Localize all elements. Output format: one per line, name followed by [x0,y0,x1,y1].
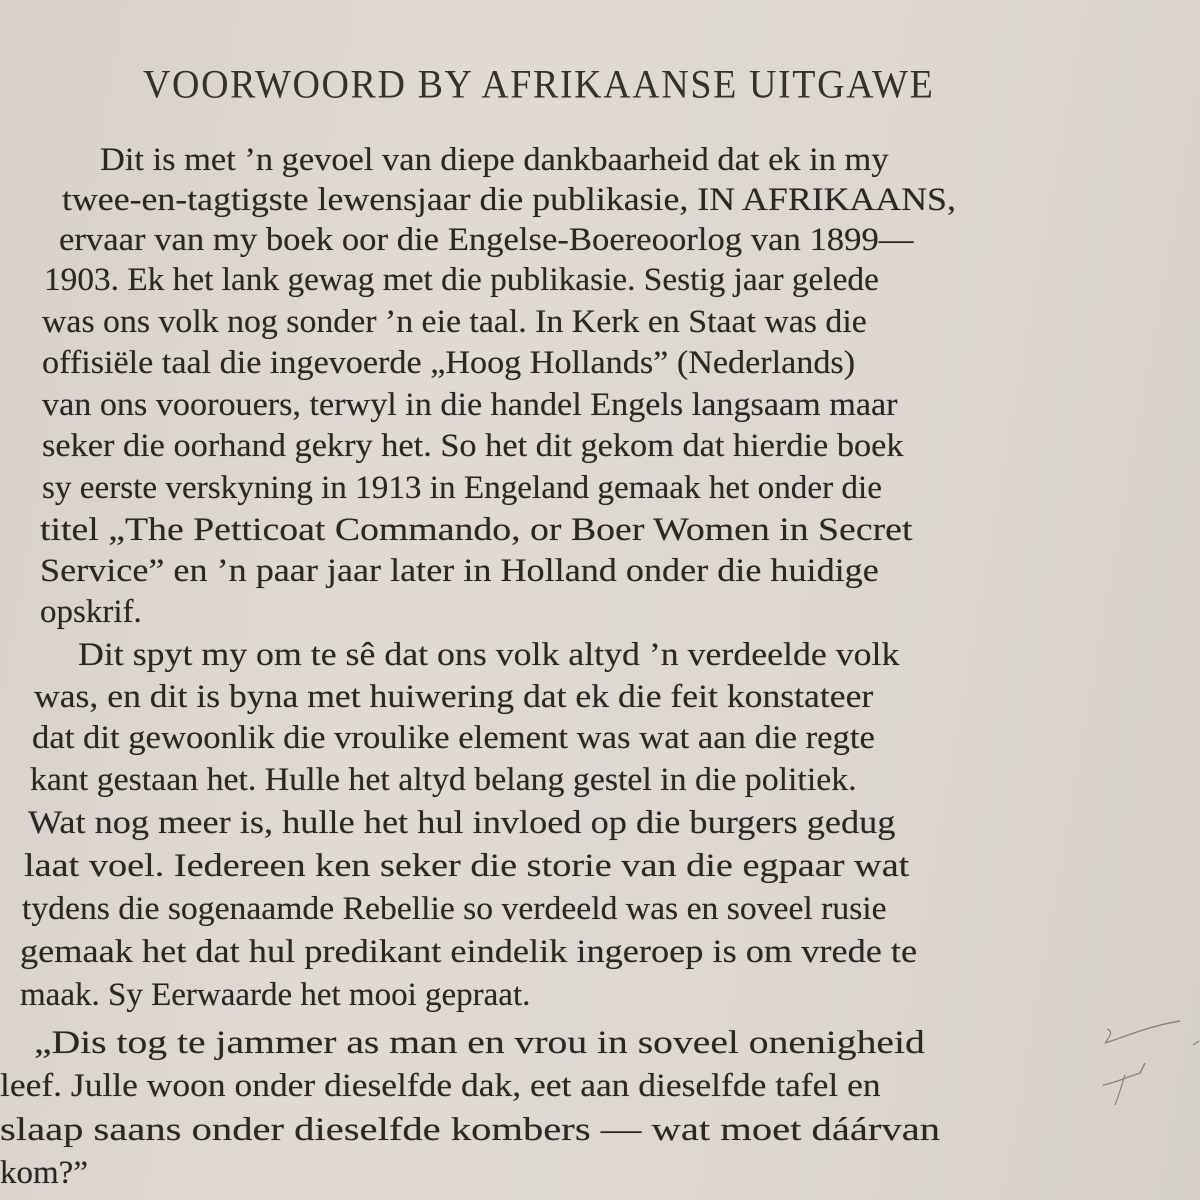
text-line: twee-en-tagtigste lewensjaar die publikasie, IN AFRIKAANS, [62,182,956,218]
text-line: gemaak het dat hul predikant eindelik ingeroep is om vrede te [20,934,918,970]
text-line: titel „The Petticoat Commando, or Boer Women in Secret [40,512,913,548]
text-line: Dit spyt my om te sê dat ons volk altyd ’n verdeelde volk [78,637,900,673]
pencil-mark [1085,1015,1200,1110]
text-line: sy eerste verskyning in 1913 in Engeland gemaak het onder die [42,470,882,506]
text-line: slaap saans onder dieselfde kombers — wat moet dáárvan [0,1112,941,1148]
text-line: Wat nog meer is, hulle het hul invloed op die burgers gedug [28,805,896,841]
text-line: van ons voorouers, terwyl in die handel Engels langsaam maar [42,387,898,423]
text-line: seker die oorhand gekry het. So het dit gekom dat hierdie boek [42,428,904,464]
text-line: Service” en ’n paar jaar later in Holland onder die huidige [40,553,879,589]
text-line: kom?” [0,1155,88,1191]
text-line: 1903. Ek het lank gewag met die publikasie. Sestig jaar gelede [44,262,879,298]
text-line: maak. Sy Eerwaarde het mooi gepraat. [20,977,531,1013]
text-line: ervaar van my boek oor die Engelse-Boereoorlog van 1899— [59,222,914,258]
text-line: kant gestaan het. Hulle het altyd belang gestel in die politiek. [30,762,857,798]
text-line: leef. Julle woon onder dieselfde dak, eet aan dieselfde tafel en [0,1068,881,1104]
text-line: opskrif. [40,594,142,630]
text-line: was, en dit is byna met huiwering dat ek die feit konstateer [34,679,874,715]
text-line: „Dis tog te jammer as man en vrou in soveel onenigheid [34,1025,925,1061]
text-line: dat dit gewoonlik die vroulike element was wat aan die regte [32,720,875,756]
text-line: tydens die sogenaamde Rebellie so verdeeld was en soveel rusie [22,891,887,927]
text-line: offisiële taal die ingevoerde „Hoog Hollands” (Nederlands) [42,345,856,381]
text-line: laat voel. Iedereen ken seker die storie van die egpaar wat [24,848,910,884]
page-title: VOORWOORD BY AFRIKAANSE UITGAWE [143,63,935,108]
text-line: Dit is met ’n gevoel van diepe dankbaarheid dat ek in my [100,142,889,178]
text-line: was ons volk nog sonder ’n eie taal. In Kerk en Staat was die [42,304,867,340]
